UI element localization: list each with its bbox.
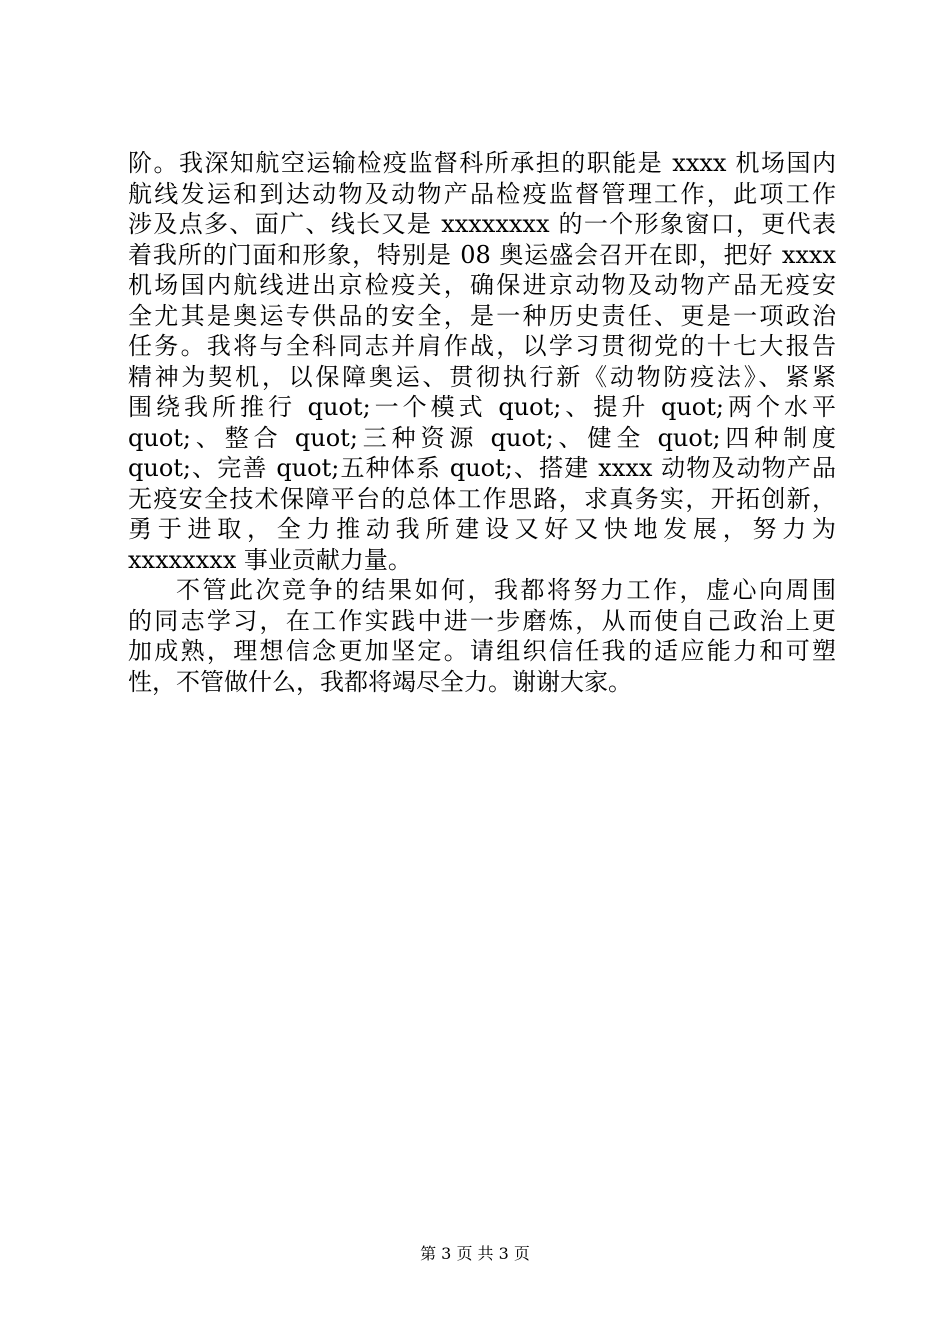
text-line: 性，不管做什么，我都将竭尽全力。谢谢大家。 [128, 667, 632, 696]
text-line: 围绕我所推行 quot;一个模式 quot;、提升 quot;两个水平 [128, 393, 836, 421]
document-body [128, 148, 836, 697]
text-line: xxxxxxxx 事业贡献力量。 [128, 545, 412, 574]
text-line: 着我所的门面和形象，特别是 08 奥运盛会召开在即，把好 xxxx [128, 240, 836, 269]
text-line: 精神为契机，以保障奥运、贯彻执行新《动物防疫法》、紧紧 [128, 362, 836, 391]
text-line: 航线发运和到达动物及动物产品检疫监督管理工作，此项工作 [128, 179, 836, 208]
text-line: 勇于进取，全力推动我所建设又好又快地发展，努力为 [128, 515, 836, 543]
text-line: 全尤其是奥运专供品的安全，是一种历史责任、更是一项政治 [128, 301, 836, 330]
text-line: quot;、完善 quot;五种体系 quot;、搭建 xxxx 动物及动物产品 [128, 454, 836, 482]
text-line: 任务。我将与全科同志并肩作战，以学习贯彻党的十七大报告 [128, 332, 836, 360]
text-line: 机场国内航线进出京检疫关，确保进京动物及动物产品无疫安 [128, 271, 836, 299]
text-line: 的同志学习，在工作实践中进一步磨炼，从而使自己政治上更 [128, 606, 836, 635]
paragraph-2 [128, 575, 836, 697]
text-line: 加成熟，理想信念更加坚定。请组织信任我的适应能力和可塑 [128, 637, 836, 665]
text-line: 无疫安全技术保障平台的总体工作思路，求真务实，开拓创新， [128, 484, 836, 513]
text-line: 阶。我深知航空运输检疫监督科所承担的职能是 xxxx 机场国内 [128, 149, 836, 177]
text-line: 不管此次竞争的结果如何，我都将努力工作，虚心向周围 [176, 576, 836, 604]
paragraph-1 [128, 148, 836, 575]
text-line: quot;、整合 quot;三种资源 quot;、健全 quot;四种制度 [128, 423, 836, 452]
page-number-footer: 第 3 页 共 3 页 [420, 1244, 530, 1263]
text-line: 涉及点多、面广、线长又是 xxxxxxxx 的一个形象窗口，更代表 [128, 210, 836, 238]
